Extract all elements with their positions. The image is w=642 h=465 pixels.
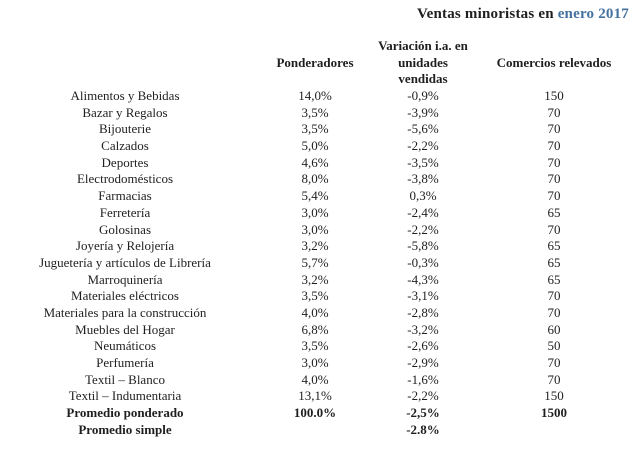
row-comercios: 70: [547, 171, 561, 187]
table-row: [0, 372, 642, 389]
row-ponderador: 4,0%: [301, 371, 329, 387]
row-variacion: -5,8%: [407, 238, 439, 254]
row-ponderador: 4,6%: [301, 154, 329, 170]
row-category: Alimentos y Bebidas: [70, 88, 180, 103]
row-category: Muebles del Hogar: [75, 321, 175, 337]
row-ponderador: 5,4%: [301, 188, 329, 204]
row-ponderador: 13,1%: [298, 388, 332, 404]
row-ponderador: 4,0%: [301, 304, 329, 320]
table-row: [0, 121, 642, 138]
header-comercios: Comercios relevados: [496, 54, 612, 70]
row-category: Bazar y Regalos: [82, 104, 168, 120]
row-variacion: -0,3%: [407, 254, 439, 270]
row-category: Perfumería: [96, 355, 154, 370]
table-row: [0, 205, 642, 222]
row-comercios: 150: [544, 388, 564, 404]
table-row: [0, 272, 642, 289]
table-row: [0, 355, 642, 372]
table-row: [0, 88, 642, 105]
row-category: Electrodomésticos: [76, 171, 174, 187]
row-variacion: -2,8%: [407, 304, 439, 320]
row-category: Joyería y Relojería: [75, 238, 175, 254]
row-comercios: 70: [547, 188, 561, 204]
row-ponderador: 3,5%: [301, 121, 329, 137]
row-variacion: -2,5%: [406, 405, 440, 421]
row-variacion: -2,2%: [407, 221, 439, 237]
row-variacion: 0,3%: [409, 188, 437, 204]
row-ponderador: 5,7%: [301, 254, 329, 270]
table-row: [0, 338, 642, 355]
row-ponderador: 3,0%: [301, 221, 329, 237]
table-row: [0, 388, 642, 405]
table-row: [0, 238, 642, 255]
row-variacion: -3,8%: [407, 171, 439, 187]
table-row: [0, 155, 642, 172]
row-variacion: -0,9%: [407, 88, 439, 103]
row-comercios: 70: [547, 154, 561, 170]
row-comercios: 65: [547, 271, 561, 287]
row-comercios: 70: [547, 355, 561, 370]
page-title: [417, 6, 629, 23]
row-comercios: 70: [547, 104, 561, 120]
row-category: Deportes: [101, 154, 149, 170]
row-category: Golosinas: [99, 221, 151, 237]
row-variacion: -5,6%: [407, 121, 439, 137]
row-variacion: -2,4%: [407, 204, 439, 220]
row-comercios: 150: [544, 88, 564, 103]
row-comercios: 70: [547, 221, 561, 237]
row-comercios: 65: [547, 238, 561, 254]
table-row: [0, 105, 642, 122]
title-prefix: Ventas minoristas en: [416, 6, 554, 22]
header-variacion-line2: unidades: [398, 54, 448, 70]
row-category: Ferretería: [99, 204, 151, 220]
header-ponderadores: Ponderadores: [276, 54, 354, 70]
table-row: [0, 171, 642, 188]
row-ponderador: 8,0%: [301, 171, 329, 187]
row-ponderador: 3,2%: [301, 238, 329, 254]
table-row: [0, 188, 642, 205]
row-category: Promedio simple: [78, 421, 172, 437]
row-variacion: -3,2%: [407, 321, 439, 337]
row-category: Materiales eléctricos: [71, 288, 179, 304]
row-category: Marroquinería: [87, 271, 163, 287]
row-variacion: -3,1%: [407, 288, 439, 304]
row-category: Textil – Indumentaria: [68, 388, 182, 404]
table-row: [0, 322, 642, 339]
table-row: [0, 405, 642, 422]
row-comercios: 70: [547, 138, 561, 154]
table-row: [0, 138, 642, 155]
row-comercios: 70: [547, 304, 561, 320]
table-header-row: [0, 38, 642, 88]
row-category: Neumáticos: [93, 338, 157, 354]
row-ponderador: 14,0%: [298, 88, 332, 103]
row-comercios: 1500: [541, 405, 567, 421]
header-variacion-line3: vendidas: [398, 71, 448, 86]
row-ponderador: 3,0%: [301, 204, 329, 220]
row-comercios: 65: [547, 204, 561, 220]
row-category: Calzados: [101, 138, 149, 154]
row-comercios: 70: [547, 288, 561, 304]
row-comercios: 70: [547, 371, 561, 387]
row-variacion: -4,3%: [407, 271, 439, 287]
table-row: [0, 305, 642, 322]
row-variacion: -2,9%: [407, 355, 439, 370]
row-ponderador: 5,0%: [301, 138, 329, 154]
row-comercios: 50: [547, 338, 561, 354]
row-ponderador: 3,0%: [301, 355, 329, 370]
table-body: [0, 88, 642, 438]
row-ponderador: 3,5%: [301, 104, 329, 120]
row-comercios: [466, 422, 642, 439]
row-category: Juguetería y artículos de Librería: [39, 254, 211, 270]
row-variacion: -2,2%: [407, 388, 439, 404]
row-variacion: -3,9%: [407, 104, 439, 120]
header-variacion-line1: Variación i.a. en: [378, 38, 468, 53]
row-ponderador: 3,5%: [301, 288, 329, 304]
row-category: Textil – Blanco: [85, 371, 165, 387]
row-variacion: -2,2%: [407, 138, 439, 154]
row-category: Promedio ponderado: [66, 405, 184, 421]
row-comercios: 60: [547, 321, 561, 337]
row-ponderador: [250, 422, 380, 439]
table-row: [0, 255, 642, 272]
table-row: [0, 422, 642, 439]
row-ponderador: 3,5%: [301, 338, 329, 354]
row-comercios: 65: [547, 254, 561, 270]
table-row: [0, 222, 642, 239]
row-comercios: 70: [547, 121, 561, 137]
row-variacion: -1,6%: [407, 371, 439, 387]
row-variacion: -2,6%: [407, 338, 439, 354]
row-category: Farmacias: [98, 188, 152, 204]
row-ponderador: 100.0%: [293, 405, 337, 421]
row-category: Bijouterie: [99, 121, 151, 137]
row-ponderador: 3,2%: [301, 271, 329, 287]
row-category: Materiales para la construcción: [43, 304, 207, 320]
row-variacion: -2.8%: [406, 421, 440, 437]
title-highlight: enero 2017: [557, 6, 629, 22]
row-ponderador: 6,8%: [301, 321, 329, 337]
table-row: [0, 288, 642, 305]
row-variacion: -3,5%: [407, 154, 439, 170]
